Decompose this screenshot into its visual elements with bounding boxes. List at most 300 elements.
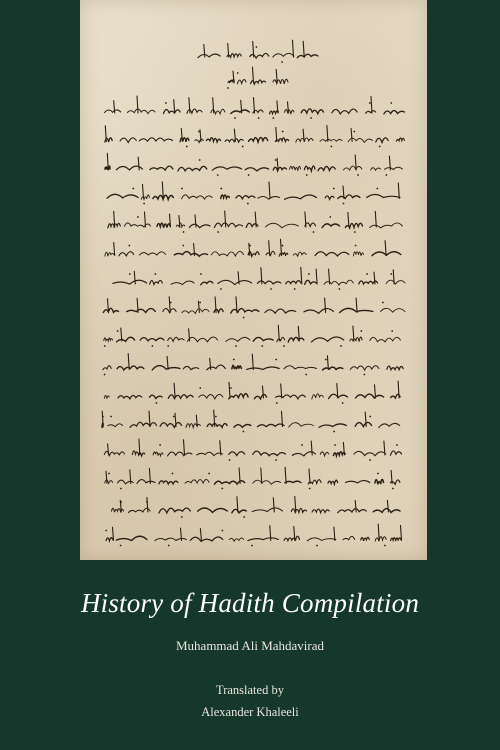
script-stroke [340, 308, 373, 312]
script-stroke [134, 271, 135, 284]
script-dot [227, 87, 229, 89]
script-dot [129, 273, 131, 275]
script-dot [366, 273, 368, 275]
translated-by-label: Translated by [216, 683, 284, 697]
script-stroke [311, 441, 312, 455]
script-stroke [116, 536, 146, 540]
script-stroke [343, 166, 362, 170]
script-dot [247, 203, 249, 205]
script-dot [316, 545, 318, 547]
script-stroke [316, 269, 317, 284]
script-stroke [277, 337, 285, 341]
script-dot [251, 545, 253, 547]
script-stroke [145, 212, 146, 227]
script-stroke [169, 297, 170, 313]
script-stroke [152, 366, 180, 370]
script-dot [221, 488, 223, 490]
script-stroke [252, 508, 282, 512]
script-stroke [184, 440, 185, 455]
script-stroke [104, 110, 120, 113]
script-stroke [301, 109, 323, 114]
script-stroke [323, 367, 343, 370]
script-stroke [273, 53, 294, 57]
script-stroke [301, 267, 302, 284]
script-stroke [387, 500, 388, 512]
script-stroke [284, 366, 317, 369]
script-dot [249, 245, 251, 247]
script-dot [379, 146, 381, 148]
script-dot [369, 459, 371, 461]
script-stroke [105, 252, 114, 256]
script-dot [233, 359, 235, 361]
manuscript-image [80, 0, 427, 560]
script-dot [256, 46, 258, 48]
script-dot [105, 530, 107, 532]
script-stroke [375, 479, 384, 484]
script-dot [108, 473, 110, 475]
script-stroke [183, 366, 199, 369]
script-stroke [304, 166, 315, 171]
script-stroke [160, 423, 182, 428]
script-stroke [162, 182, 163, 199]
script-stroke [104, 338, 113, 341]
script-stroke [325, 196, 334, 199]
script-stroke [213, 98, 214, 113]
script-stroke [182, 309, 209, 314]
script-stroke [367, 195, 400, 198]
script-stroke [263, 386, 264, 398]
script-stroke [198, 54, 220, 58]
script-stroke [234, 425, 251, 428]
script-dot [220, 188, 222, 190]
script-stroke [366, 111, 376, 114]
script-dot [146, 501, 148, 503]
manuscript-handwriting [80, 0, 427, 560]
script-stroke [293, 252, 306, 256]
script-stroke [147, 498, 148, 513]
script-dot [234, 117, 236, 119]
script-dot [282, 131, 284, 133]
script-stroke [199, 394, 223, 398]
script-stroke [245, 168, 268, 171]
script-stroke [118, 396, 142, 399]
script-stroke [225, 139, 243, 142]
script-stroke [189, 98, 190, 113]
script-stroke [273, 79, 288, 84]
script-dot [172, 473, 174, 475]
script-dot [390, 273, 392, 275]
script-stroke [168, 452, 192, 456]
script-dot [301, 444, 303, 446]
script-dot [152, 345, 154, 347]
script-stroke [113, 280, 147, 284]
script-stroke [167, 356, 168, 369]
script-dot [248, 174, 250, 176]
script-dot [377, 473, 379, 475]
script-dot [155, 273, 157, 275]
script-stroke [285, 195, 317, 199]
script-stroke [350, 366, 379, 370]
script-stroke [254, 394, 266, 398]
script-dot [392, 488, 394, 490]
script-stroke [303, 129, 304, 141]
script-stroke [174, 252, 207, 257]
script-stroke [195, 139, 203, 142]
script-stroke [225, 211, 226, 227]
script-stroke [236, 196, 255, 199]
script-stroke [127, 309, 156, 313]
script-stroke [197, 452, 223, 455]
script-dot [261, 345, 263, 347]
script-dot [217, 231, 219, 233]
script-dot [343, 203, 345, 205]
script-dot [272, 117, 274, 119]
script-stroke [289, 423, 314, 427]
script-stroke [261, 468, 262, 483]
script-dot [282, 245, 284, 247]
script-stroke [117, 337, 135, 342]
script-dot [339, 288, 341, 290]
script-stroke [232, 509, 246, 513]
script-stroke [181, 129, 182, 142]
script-stroke [137, 480, 155, 484]
script-stroke [385, 167, 403, 169]
script-stroke [253, 480, 281, 484]
script-stroke [164, 110, 181, 114]
script-dot [120, 501, 122, 503]
script-dot [170, 302, 172, 304]
script-stroke [288, 337, 304, 342]
script-stroke [221, 195, 230, 199]
script-stroke [371, 168, 381, 170]
script-dot [283, 345, 285, 347]
script-dot [220, 288, 222, 290]
script-dot [173, 416, 175, 418]
script-stroke [195, 215, 196, 227]
script-stroke [324, 280, 353, 285]
script-stroke [124, 223, 150, 227]
script-stroke [285, 467, 286, 483]
script-stroke [201, 281, 213, 284]
script-stroke [229, 538, 243, 541]
script-stroke [159, 481, 178, 484]
script-dot [384, 545, 386, 547]
script-dot [334, 444, 336, 446]
script-dot [342, 402, 344, 404]
script-dot [237, 72, 239, 74]
script-dot [276, 402, 278, 404]
script-dot [353, 131, 355, 133]
script-stroke [106, 471, 107, 483]
script-stroke [226, 337, 250, 341]
script-stroke [104, 395, 109, 398]
script-stroke [114, 243, 115, 256]
script-stroke [103, 308, 118, 312]
script-stroke [356, 394, 384, 398]
script-dot [258, 117, 260, 119]
script-stroke [132, 451, 144, 456]
script-stroke [200, 529, 201, 541]
script-stroke [207, 424, 227, 428]
script-stroke [379, 423, 400, 427]
script-stroke [248, 538, 279, 541]
script-stroke [198, 508, 228, 512]
script-stroke [297, 54, 318, 58]
script-stroke [140, 338, 164, 341]
script-stroke [229, 394, 248, 399]
script-dot [102, 416, 104, 418]
script-dot [200, 273, 202, 275]
script-stroke [387, 366, 403, 370]
script-stroke [381, 308, 406, 312]
script-dot [355, 245, 357, 247]
script-dot [230, 387, 232, 389]
script-stroke [398, 381, 399, 398]
script-dot [208, 473, 210, 475]
script-stroke [137, 96, 138, 113]
script-stroke [332, 109, 357, 114]
script-stroke [176, 223, 185, 227]
script-dot [369, 416, 371, 418]
script-stroke [284, 536, 299, 540]
script-dot [186, 146, 188, 148]
script-dot [182, 245, 184, 247]
script-dot [360, 330, 362, 332]
script-stroke [375, 537, 386, 542]
script-stroke [270, 111, 279, 114]
script-stroke [345, 481, 369, 483]
script-stroke [168, 395, 193, 399]
script-dot [215, 416, 217, 418]
script-stroke [104, 451, 124, 455]
script-stroke [305, 223, 316, 227]
script-dot [382, 302, 384, 304]
script-stroke [254, 98, 255, 113]
script-dot [242, 146, 244, 148]
script-stroke [307, 538, 336, 541]
script-stroke [376, 138, 388, 143]
script-stroke [290, 166, 301, 170]
script-stroke [356, 298, 357, 313]
script-dot [168, 545, 170, 547]
script-dot [354, 231, 356, 233]
script-stroke [247, 367, 280, 369]
script-dot [181, 516, 183, 518]
script-stroke [174, 100, 175, 113]
script-stroke [322, 224, 340, 228]
script-dot [313, 231, 315, 233]
script-dot [156, 402, 158, 404]
script-dot [357, 174, 359, 176]
script-dot [104, 345, 106, 347]
script-dot [229, 459, 231, 461]
script-dot [222, 530, 224, 532]
script-dot [104, 374, 106, 376]
script-dot [270, 288, 272, 290]
script-stroke [319, 424, 346, 427]
script-dot [217, 174, 219, 176]
script-stroke [150, 395, 163, 398]
script-stroke [180, 138, 189, 142]
script-stroke [198, 301, 199, 312]
script-stroke [291, 508, 306, 512]
script-stroke [128, 508, 150, 512]
script-dot [331, 146, 333, 148]
script-stroke [186, 424, 200, 428]
script-stroke [190, 537, 223, 541]
author-name: Muhammad Ali Mahdavirad [175, 638, 325, 653]
script-dot [391, 330, 393, 332]
script-stroke [373, 509, 400, 513]
script-stroke [304, 309, 334, 314]
script-stroke [250, 53, 269, 58]
script-dot [308, 273, 310, 275]
script-stroke [276, 395, 306, 399]
script-stroke [315, 252, 349, 256]
script-stroke [255, 212, 256, 227]
script-stroke [153, 452, 163, 456]
script-stroke [320, 452, 329, 456]
script-dot [128, 245, 130, 247]
book-title: History of Hadith Compilation [80, 588, 420, 618]
script-dot [306, 174, 308, 176]
script-stroke [214, 223, 242, 228]
script-stroke [325, 298, 326, 313]
script-dot [235, 345, 237, 347]
script-stroke [150, 166, 173, 170]
script-stroke [139, 252, 165, 255]
script-stroke [273, 167, 286, 171]
script-stroke [370, 223, 403, 228]
script-stroke [229, 452, 245, 456]
script-dot [329, 216, 331, 218]
script-dot [364, 374, 366, 376]
script-stroke [257, 424, 284, 427]
script-stroke [370, 337, 401, 341]
script-dot [386, 174, 388, 176]
script-stroke [355, 501, 356, 512]
script-stroke [120, 138, 136, 143]
script-stroke [320, 139, 342, 141]
script-dot [390, 102, 392, 104]
script-stroke [141, 195, 149, 200]
script-stroke [375, 211, 376, 227]
script-dot [376, 188, 378, 190]
script-dot [199, 302, 201, 304]
script-stroke [157, 223, 170, 228]
script-stroke [212, 167, 242, 170]
script-dot [333, 431, 335, 433]
script-dot [199, 387, 201, 389]
script-stroke [159, 508, 190, 513]
script-dot [275, 359, 277, 361]
script-stroke [182, 195, 213, 199]
script-stroke [279, 252, 288, 256]
script-stroke [354, 451, 386, 455]
script-dot [198, 131, 200, 133]
script-stroke [231, 309, 259, 314]
script-dot [305, 374, 307, 376]
script-stroke [333, 452, 345, 456]
script-stroke [253, 451, 286, 456]
script-stroke [249, 138, 268, 143]
script-dot [137, 216, 139, 218]
script-dot [275, 159, 277, 161]
script-stroke [390, 451, 401, 455]
script-stroke [189, 224, 210, 227]
script-stroke [211, 251, 243, 256]
script-dot [120, 488, 122, 490]
script-dot [183, 231, 185, 233]
script-dot [294, 288, 296, 290]
script-dot [243, 431, 245, 433]
script-stroke [185, 479, 209, 483]
script-stroke [207, 365, 226, 370]
script-dot [165, 102, 167, 104]
script-stroke [327, 126, 328, 142]
script-stroke [384, 111, 404, 114]
script-stroke [309, 469, 310, 484]
script-stroke [334, 527, 335, 540]
script-stroke [295, 497, 296, 513]
script-stroke [312, 509, 329, 513]
script-stroke [229, 382, 230, 398]
script-dot [181, 188, 183, 190]
script-dot [199, 159, 201, 161]
script-stroke [353, 326, 354, 341]
script-stroke [338, 509, 367, 513]
script-stroke [391, 538, 401, 541]
script-stroke [285, 481, 301, 483]
script-stroke [285, 109, 294, 114]
script-stroke [328, 480, 338, 484]
script-stroke [237, 80, 246, 84]
script-stroke [150, 280, 163, 284]
script-stroke [103, 366, 111, 370]
script-stroke [351, 129, 352, 142]
translator-name: Alexander Khaleeli [201, 705, 299, 719]
script-stroke [211, 109, 225, 114]
script-stroke [361, 537, 370, 541]
script-stroke [343, 536, 355, 539]
script-stroke [107, 194, 138, 198]
script-dot [143, 203, 145, 205]
script-stroke [178, 166, 207, 171]
script-dot [275, 459, 277, 461]
script-stroke [396, 138, 404, 141]
script-stroke [257, 281, 281, 284]
script-dot [167, 345, 169, 347]
script-stroke [174, 383, 175, 398]
script-stroke [276, 128, 277, 142]
script-stroke [218, 280, 252, 284]
script-dot [159, 444, 161, 446]
script-stroke [108, 424, 123, 427]
script-stroke [206, 138, 220, 142]
script-dot [396, 444, 398, 446]
script-stroke [232, 365, 242, 369]
script-stroke [258, 197, 280, 200]
script-stroke [386, 280, 405, 284]
script-stroke [378, 524, 379, 541]
script-dot [132, 188, 134, 190]
script-stroke [345, 223, 362, 228]
script-stroke [265, 223, 298, 228]
script-stroke [138, 157, 139, 170]
script-stroke [375, 385, 376, 398]
script-stroke [252, 354, 253, 369]
script-stroke [231, 110, 250, 113]
